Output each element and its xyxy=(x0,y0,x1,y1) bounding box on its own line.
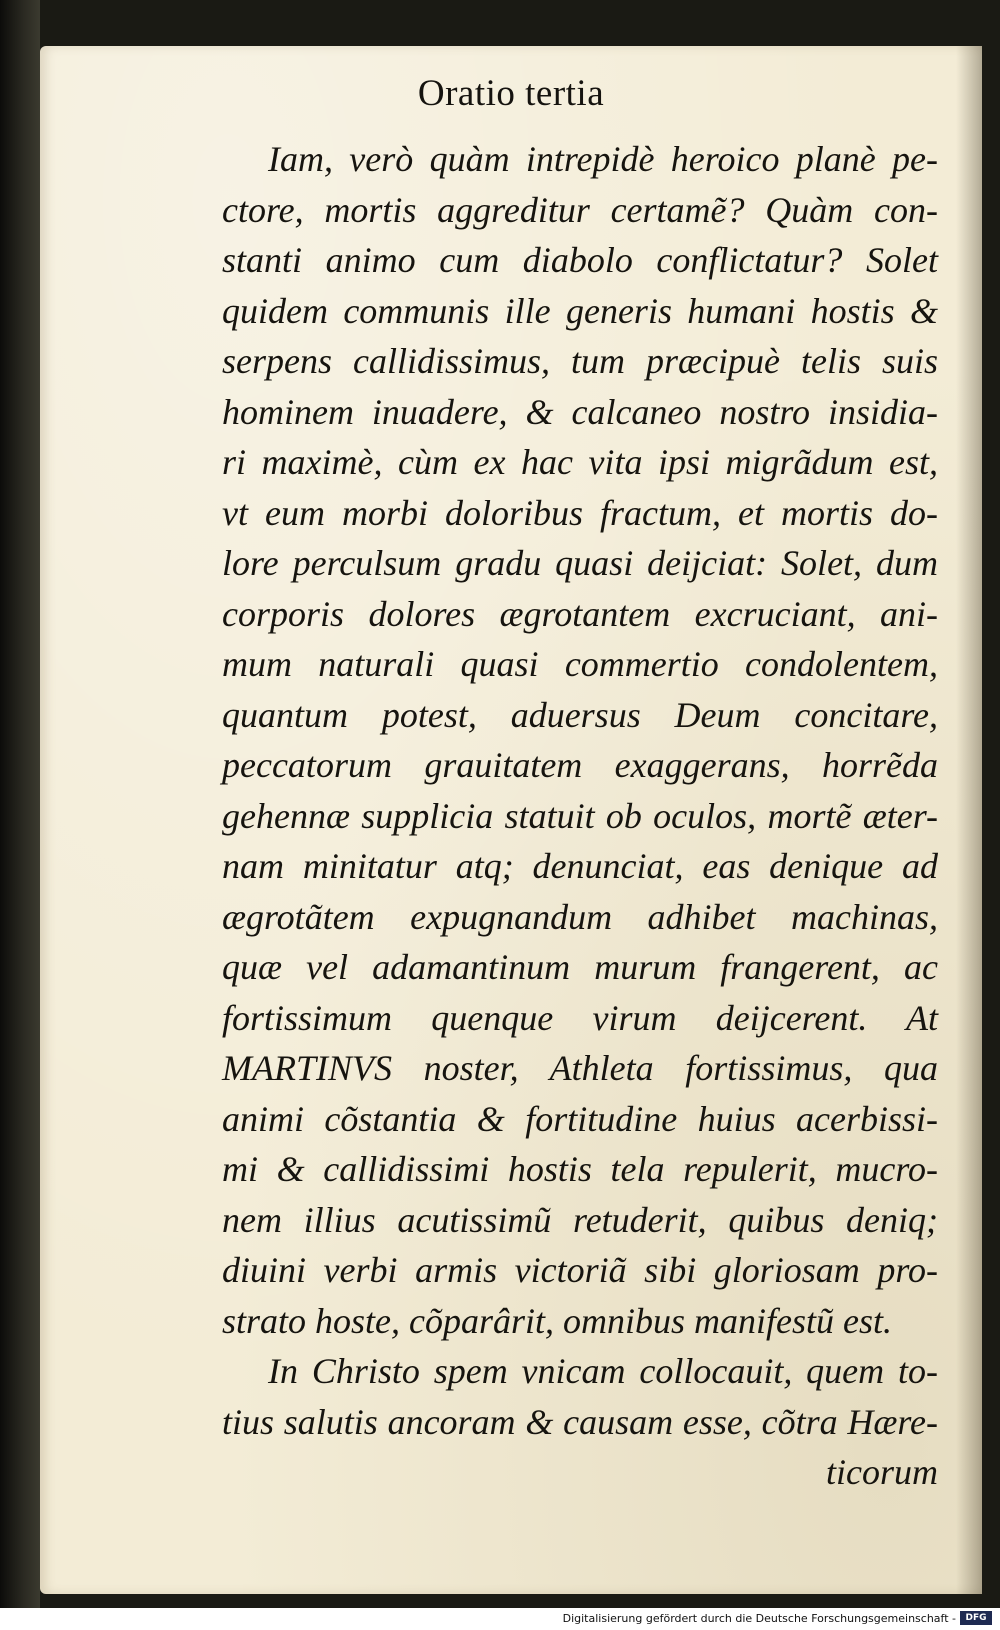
text-line: quantum potest, aduersus Deum concitare, xyxy=(222,694,938,735)
text-line: vt eum morbi doloribus fractum, et mortis do- xyxy=(222,492,938,533)
text-line: peccatorum grauitatem exaggerans, horrẽda xyxy=(222,745,938,785)
text-line: ctore, mortis aggreditur certamẽ? Quàm con- xyxy=(222,189,938,230)
text-line: nem illius acutissimũ retuderit, quibus deniq; xyxy=(222,1199,938,1240)
body-text xyxy=(222,134,938,1498)
text-line: nam minitatur atq; denunciat, eas denique ad xyxy=(222,846,938,886)
text-line: ægrotãtem expugnandum adhibet machinas, xyxy=(222,896,938,937)
text-line: Iam, verò quàm intrepidè heroico planè pe- xyxy=(268,139,938,179)
book-edge xyxy=(0,0,40,1608)
page-gutter-shadow xyxy=(956,46,982,1594)
text-line: serpens callidissimus, tum præcipuè telis suis xyxy=(222,341,938,381)
text-line: fortissimum quenque virum deijcerent. At xyxy=(222,997,938,1038)
footer-bar xyxy=(0,1608,1000,1630)
text-line: diuini verbi armis victoriã sibi gloriosam pro- xyxy=(222,1250,938,1290)
text-line: quidem communis ille generis humani hostis & xyxy=(222,290,938,331)
text-line: corporis dolores ægrotantem excruciant, ani- xyxy=(222,593,938,634)
funding-credit: Digitalisierung gefördert durch die Deutsche Forschungsgemeinschaft - xyxy=(562,1612,956,1625)
text-line: strato hoste, cõparârit, omnibus manifestũ est. xyxy=(222,1300,893,1341)
text-line: quæ vel adamantinum murum frangerent, ac xyxy=(222,947,938,987)
dfg-logo: DFG xyxy=(960,1611,992,1625)
text-line: mi & callidissimi hostis tela repulerit, mucro- xyxy=(222,1149,938,1189)
text-line: mum naturali quasi commertio condolentem, xyxy=(222,644,938,684)
text-line: hominem inuadere, & calcaneo nostro insidia- xyxy=(222,391,938,432)
text-line: In Christo spem vnicam collocauit, quem to- xyxy=(268,1351,938,1391)
book-page xyxy=(40,46,982,1594)
text-line: animi cõstantia & fortitudine huius acerbissi- xyxy=(222,1098,938,1139)
text-line: stanti animo cum diabolo conflictatur? Solet xyxy=(222,240,938,280)
catchword: ticorum xyxy=(826,1452,938,1492)
text-line: ri maximè, cùm ex hac vita ipsi migrãdum est, xyxy=(222,442,938,482)
text-line: tius salutis ancoram & causam esse, cõtra Hære- xyxy=(222,1401,938,1442)
text-line: lore perculsum gradu quasi deijciat: Solet, dum xyxy=(222,543,938,583)
text-line: MARTINVS noster, Athleta fortissimus, qua xyxy=(222,1048,938,1088)
running-head: Oratio tertia xyxy=(417,73,605,114)
text-line: gehennæ supplicia statuit ob oculos, mortẽ æter- xyxy=(222,795,938,836)
